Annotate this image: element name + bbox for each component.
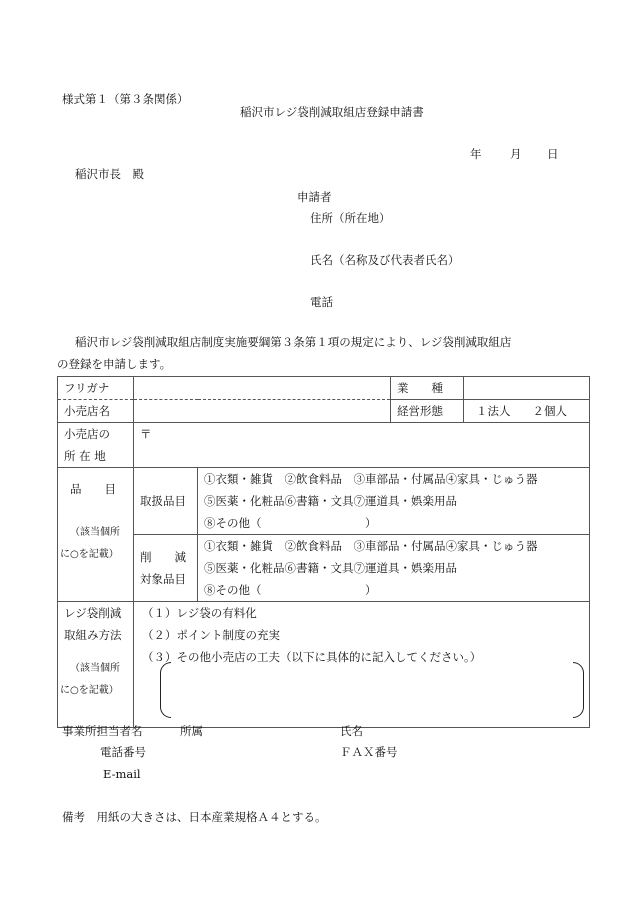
- fax-label: ＦＡＸ番号: [340, 745, 398, 759]
- option-corporation[interactable]: １法人: [476, 404, 511, 418]
- location-label-2: 所 在 地: [64, 449, 106, 463]
- items-label: 品 目: [70, 482, 116, 496]
- handled-items-label: 取扱品目: [134, 468, 198, 535]
- shop-name-label: 小売店名: [58, 400, 134, 423]
- items-label-cell: [58, 468, 134, 602]
- shop-name-field[interactable]: [134, 400, 391, 423]
- contact-person-label: 事業所担当者名: [62, 724, 143, 738]
- method-note-2: に○を記載）: [60, 685, 119, 696]
- item-line[interactable]: ⑧その他（ ）: [204, 516, 377, 530]
- furigana-field[interactable]: [134, 377, 391, 400]
- email-label: E-mail: [103, 767, 141, 781]
- year-label: 年: [470, 147, 482, 161]
- month-label: 月: [510, 147, 522, 161]
- location-field[interactable]: [134, 423, 590, 468]
- item-line[interactable]: ⑤医薬・化粧品⑥書籍・文具⑦運道具・娯楽用品: [204, 561, 457, 575]
- option-individual[interactable]: ２個人: [532, 404, 567, 418]
- items-note-1: （該当個所: [70, 527, 120, 538]
- applicant-phone-label: 電話: [310, 295, 333, 309]
- form-number: 様式第１（第３条関係）: [62, 92, 189, 106]
- item-line[interactable]: ⑧その他（ ）: [204, 583, 377, 597]
- industry-label: 業 種: [391, 377, 464, 400]
- method-label-cell: [58, 602, 134, 728]
- method-option[interactable]: （２）ポイント制度の充実: [142, 628, 280, 642]
- reduce-items-label: [134, 535, 198, 602]
- applicant-address-label: 住所（所在地）: [310, 211, 391, 225]
- remarks-note: 備考 用紙の大きさは、日本産業規格Ａ４とする。: [62, 810, 327, 824]
- applicant-label: 申請者: [297, 190, 332, 204]
- method-option[interactable]: （３）その他小売店の工夫（以下に具体的に記入してください。）: [142, 650, 482, 664]
- reduce-label-1: 削 減: [140, 550, 186, 564]
- addressee: 稲沢市長 殿: [75, 167, 144, 181]
- page-title: 稲沢市レジ袋削減取組店登録申請書: [240, 105, 424, 119]
- mgmt-type-options[interactable]: [464, 400, 590, 423]
- dept-label: 所属: [180, 724, 203, 738]
- item-line[interactable]: ⑤医薬・化粧品⑥書籍・文具⑦運道具・娯楽用品: [204, 494, 457, 508]
- reduce-items-options[interactable]: [198, 535, 590, 602]
- mgmt-type-label: 経営形態: [391, 400, 464, 423]
- day-label: 日: [547, 147, 559, 161]
- postal-mark: 〒: [140, 427, 152, 441]
- contact-name-label: 氏名: [340, 724, 363, 738]
- reduce-label-2: 対象品目: [140, 572, 186, 586]
- intro-line-1: 稲沢市レジ袋削減取組店制度実施要綱第３条第１項の規定により、レジ袋削減取組店: [75, 335, 512, 349]
- method-label-2: 取組み方法: [64, 628, 122, 642]
- method-option[interactable]: （１）レジ袋の有料化: [142, 606, 257, 620]
- method-label-1: レジ袋削減: [64, 606, 122, 620]
- industry-field[interactable]: [464, 377, 590, 400]
- method-note-1: （該当個所: [70, 663, 120, 674]
- handled-items-options[interactable]: [198, 468, 590, 535]
- applicant-name-label: 氏名（名称及び代表者氏名）: [310, 253, 460, 267]
- right-bracket: [573, 662, 584, 718]
- intro-line-2: の登録を申請します。: [57, 357, 172, 371]
- item-line[interactable]: ①衣類・雑貨 ②飲食料品 ③車部品・付属品④家具・じゅう器: [204, 472, 538, 486]
- furigana-label: フリガナ: [58, 377, 134, 400]
- contact-phone-label: 電話番号: [100, 745, 146, 759]
- item-line[interactable]: ①衣類・雑貨 ②飲食料品 ③車部品・付属品④家具・じゅう器: [204, 539, 538, 553]
- location-label-1: 小売店の: [64, 427, 110, 441]
- free-text-bracket-area[interactable]: [160, 662, 584, 716]
- location-label: [58, 423, 134, 468]
- items-note-2: に○を記載）: [60, 549, 119, 560]
- left-bracket: [160, 662, 171, 718]
